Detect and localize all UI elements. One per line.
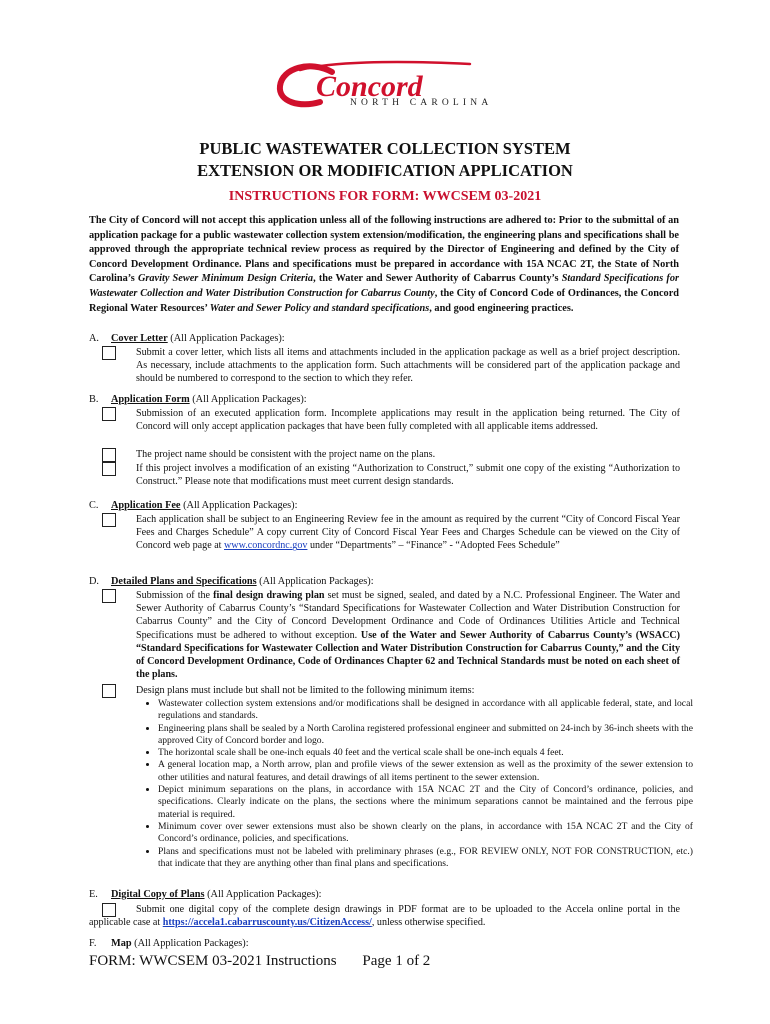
checkbox-authorization-copy[interactable]: [102, 462, 116, 476]
section-b-text-1: Submission of an executed application form. Incomplete applications may result in the application being returned. The City of Concord will only accept application packages that have been fully completed with all applicable items addressed.: [136, 408, 680, 433]
footer-page-number: Page 1 of 2: [362, 953, 431, 969]
section-a-heading: A. Cover Letter (All Application Packages):: [89, 333, 285, 344]
section-b-text-2: The project name should be consistent with the project name on the plans.: [136, 449, 436, 460]
concord-logo-mark: [270, 58, 510, 118]
page-footer: [89, 953, 430, 970]
design-item: • Engineering plans shall be sealed by a North Carolina registered professional engineer and submitted on 24-inch by 36-inch sheets with the approved City of Concord border and logo.: [158, 723, 693, 748]
design-item: • A general location map, a North arrow, plan and profile views of the sewer extension as well as the proximity of the sewer extension to other utilities and natural features, and detail drawings of all items pertinent to the sewer extension.: [158, 759, 693, 784]
section-b-heading: B. Application Form (All Application Packages):: [89, 394, 307, 405]
design-item: • Wastewater collection system extensions and/or modifications shall be designed in accordance with all applicable federal, state, and local regulations and standards.: [158, 698, 693, 723]
design-item: • The horizontal scale shall be one-inch equals 40 feet and the vertical scale shall be one-inch equals 4 feet.: [158, 747, 693, 759]
section-e-heading: E. Digital Copy of Plans (All Application Packages):: [89, 889, 322, 900]
section-d-heading: D. Detailed Plans and Specifications (All Application Packages):: [89, 576, 374, 587]
page-title-line-2: EXTENSION OR MODIFICATION APPLICATION: [197, 161, 573, 180]
checkbox-design-plan-items[interactable]: [102, 684, 116, 698]
section-b-text-3: If this project involves a modification of an existing “Authorization to Construct,” submit one copy of the existing “Authorization to Construct.” Please note that modifications must meet current design standards.: [136, 463, 680, 488]
design-item: • Depict minimum separations on the plans, in accordance with 15A NCAC 2T and the City of Concord’s ordinance, policies, and specifications. Clearly indicate on the plans, the sections where the minimum separations cannot be maintained and the ferrous pipe material is required.: [158, 784, 693, 821]
section-a-text: Submit a cover letter, which lists all items and attachments included in the application package as well as a brief project description. As necessary, include attachments to the application form. Such attachments will be considered part of the application package and should be numbered to correspond to the section to which they refer.: [136, 347, 680, 385]
checkbox-final-design-plans[interactable]: [102, 589, 116, 603]
concord-logo: [270, 58, 510, 118]
design-item: • Plans and specifications must not be labeled with preliminary phrases (e.g., FOR REVIEW ONLY, NOT FOR CONSTRUCTION, etc.) that indicate that they are anything other than final plans and specifications.: [158, 846, 693, 871]
section-e-text: Submit one digital copy of the complete design drawings in PDF format are to be uploaded to the Accela online portal in the applicable case at https://accela1.cabarruscounty.us/CitizenAccess/, unless otherwise specified.: [89, 904, 680, 929]
section-d-text: Submission of the final design drawing plan set must be signed, sealed, and dated by a N.C. Professional Engineer. The Water and Sewer Authority of Cabarrus County’s “Standard Specifications for Wastewater Collection and Water Distribution Construction for Cabarrus County” and the City of Concord Development Ordinance and Code of Ordinances Utilities Article and Technical Specifications must be adhered to without exception. Use of the Water and Sewer Authority of Cabarrus County’s (WSACC) “Standard Specifications for Wastewater Collection and Water Distribution Construction for Cabarrus County,” and the City of Concord Development Ordinance, Code of Ordinances Chapter 62 and Technical Standards must be noted on each sheet of the plans.: [136, 590, 681, 681]
footer-form-label: FORM: WWCSEM 03-2021 Instructions: [89, 953, 337, 969]
checkbox-cover-letter[interactable]: [102, 346, 116, 360]
section-d-minimum-items: Design plans must include but shall not be limited to the following minimum items:: [136, 685, 475, 696]
accela-portal-link[interactable]: https://accela1.cabarruscounty.us/CitizenAccess/: [162, 917, 372, 929]
concord-website-link[interactable]: www.concordnc.gov: [224, 540, 308, 552]
section-c-text: Each application shall be subject to an Engineering Review fee in the amount as required by the current “City of Concord Fiscal Year Fees and Charges Schedule” A copy current City of Concord Fiscal Year Fees and Charges Schedule can be viewed on the City of Concord web page at www.concordnc.gov under “Departments” – “Finance” - “Adopted Fees Schedule”: [136, 514, 680, 552]
intro-paragraph: The City of Concord will not accept this application unless all of the following instructions are adhered to: Prior to the submittal of an application package for a public wastewater collection system extension/modification, the engineering plans and specifications shall be approved through the appropriate technical review process as required by the Director of Engineering and defined by the City of Concord Development Ordinance. Plans and specifications must be prepared in accordance with 15A NCAC 2T, the State of North Carolina’s Gravity Sewer Minimum Design Criteria, the Water and Sewer Authority of Cabarrus County’s Standard Specifications for Wastewater Collection and Water Distribution Construction for Cabarrus County, the City of Concord Code of Ordinances, the Concord Regional Water Resources’ Water and Sewer Policy and standard specifications, and good engineering practices.: [89, 215, 680, 314]
checkbox-application-fee[interactable]: [102, 513, 116, 527]
section-c-heading: C. Application Fee (All Application Packages):: [89, 500, 298, 511]
form-subtitle: INSTRUCTIONS FOR FORM: WWCSEM 03-2021: [228, 189, 542, 204]
design-items-list: [145, 698, 693, 870]
logo-subtitle: NORTH CAROLINA: [350, 98, 493, 108]
page-title-line-1: PUBLIC WASTEWATER COLLECTION SYSTEM: [199, 139, 571, 158]
design-item: • Minimum cover over sewer extensions must also be shown clearly on the plans, in accordance with 15A NCAC 2T and the City of Concord’s ordinance, policies, and specifications.: [158, 821, 693, 846]
checkbox-project-name[interactable]: [102, 448, 116, 462]
checkbox-application-form[interactable]: [102, 407, 116, 421]
section-f-heading: F. Map (All Application Packages):: [89, 938, 249, 949]
logo-word: Concord: [316, 70, 423, 103]
